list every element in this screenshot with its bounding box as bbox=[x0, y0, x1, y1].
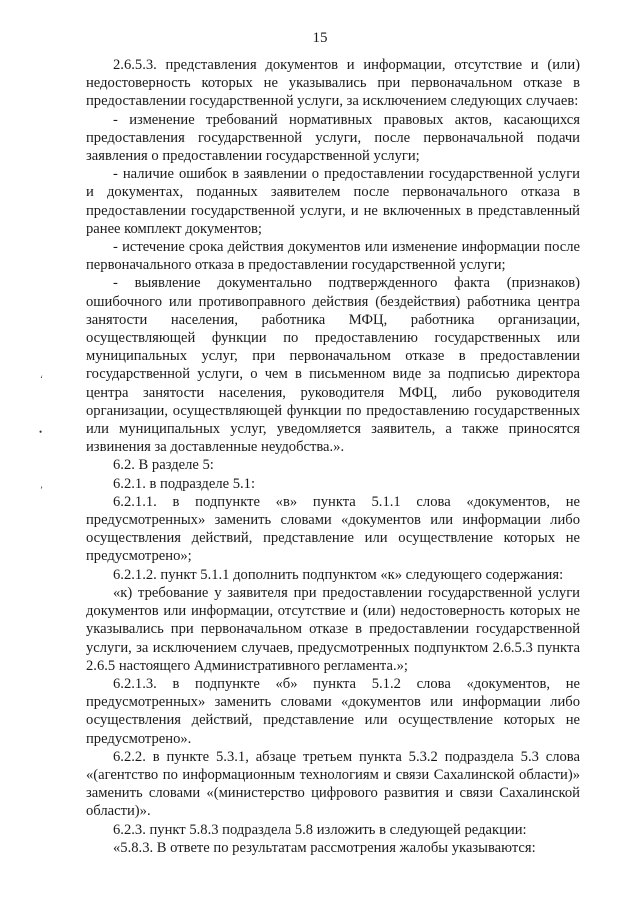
scan-dot: • bbox=[39, 427, 43, 437]
page-number: 15 bbox=[312, 30, 328, 46]
paragraph-5-8-3: «5.8.3. В ответе по результатам рассмотрения жалобы указываются: bbox=[113, 839, 536, 856]
scan-dot: ‘ bbox=[40, 374, 43, 384]
paragraph-bullet-misconduct: - выявление документально подтвержденного факта (признаков) ошибочного или противоправного действия (бездействия) работника центра занятости населения, работника МФЦ, работника организации, осуществляющей функции по предоставлению государственных или муниципальных услуг, при первоначальном отказе в предоставлении государственной услуги, о чем в письменном виде за подписью директора центра занятости населения, руководителя МФЦ, либо руководителя организации, осуществляющей функции по предоставлению государственных или муниципальных услуг, уведомляется заявитель, а также приносятся извинения за доставленные неудобства.». bbox=[86, 275, 580, 456]
paragraph-6-2-3: 6.2.3. пункт 5.8.3 подраздела 5.8 изложить в следующей редакции: bbox=[113, 821, 527, 838]
paragraph-bullet-application-errors: - наличие ошибок в заявлении о предоставлении государственной услуги и документах, поданных заявителем после первоначального отказа в предоставлении государственной услуги, и не включенных в представленный ранее комплект документов; bbox=[86, 166, 580, 237]
paragraph-6-2-1-2: 6.2.1.2. пункт 5.1.1 дополнить подпунктом «к» следующего содержания: bbox=[113, 566, 564, 583]
paragraph-subpoint-k: «к) требование у заявителя при предоставлении государственной услуги документов или информации, отсутствие и (или) недостоверность которых не указывались при первоначальном отказе в предоставлении государственной услуги, за исключением случаев, предусмотренных подпунктом 2.6.5.3 пункта 2.6.5 настоящего Административного регламента.»; bbox=[86, 584, 580, 674]
paragraph-bullet-regulation-change: - изменение требований нормативных правовых актов, касающихся предоставления государственной услуги, после первоначальной подачи заявления о предоставлении государственной услуги; bbox=[86, 111, 580, 165]
paragraph-bullet-document-expiry: - истечение срока действия документов или изменение информации после первоначального отказа в предоставлении государственной услуги; bbox=[86, 239, 580, 274]
paragraph-6-2-1-1: 6.2.1.1. в подпункте «в» пункта 5.1.1 слова «документов, не предусмотренных» заменить словами «документов или информации либо осуществления действий, представление или осуществление которых не предусмотрено»; bbox=[86, 493, 580, 565]
scan-dot: ’ bbox=[40, 485, 43, 495]
paragraph-6-2-2: 6.2.2. в пункте 5.3.1, абзаце третьем пункта 5.3.2 подраздела 5.3 слова «(агентство по информационным технологиям и связи Сахалинской области)» заменить словами «(министерство цифрового развития и связи Сахалинской области)». bbox=[86, 748, 580, 820]
paragraph-2-6-5-3: 2.6.5.3. представления документов и информации, отсутствие и (или) недостоверность которых не указывались при первоначальном отказе в предоставлении государственной услуги, за исключением следующих случаев: bbox=[86, 57, 580, 110]
document-body bbox=[86, 56, 580, 857]
paragraph-6-2: 6.2. В разделе 5: bbox=[113, 457, 214, 474]
paragraph-6-2-1-3: 6.2.1.3. в подпункте «б» пункта 5.1.2 слова «документов, не предусмотренных» заменить словами «документов или информации либо осуществления действий, представление или осуществление которых не предусмотрено». bbox=[86, 675, 580, 747]
paragraph-6-2-1: 6.2.1. в подразделе 5.1: bbox=[113, 475, 256, 492]
